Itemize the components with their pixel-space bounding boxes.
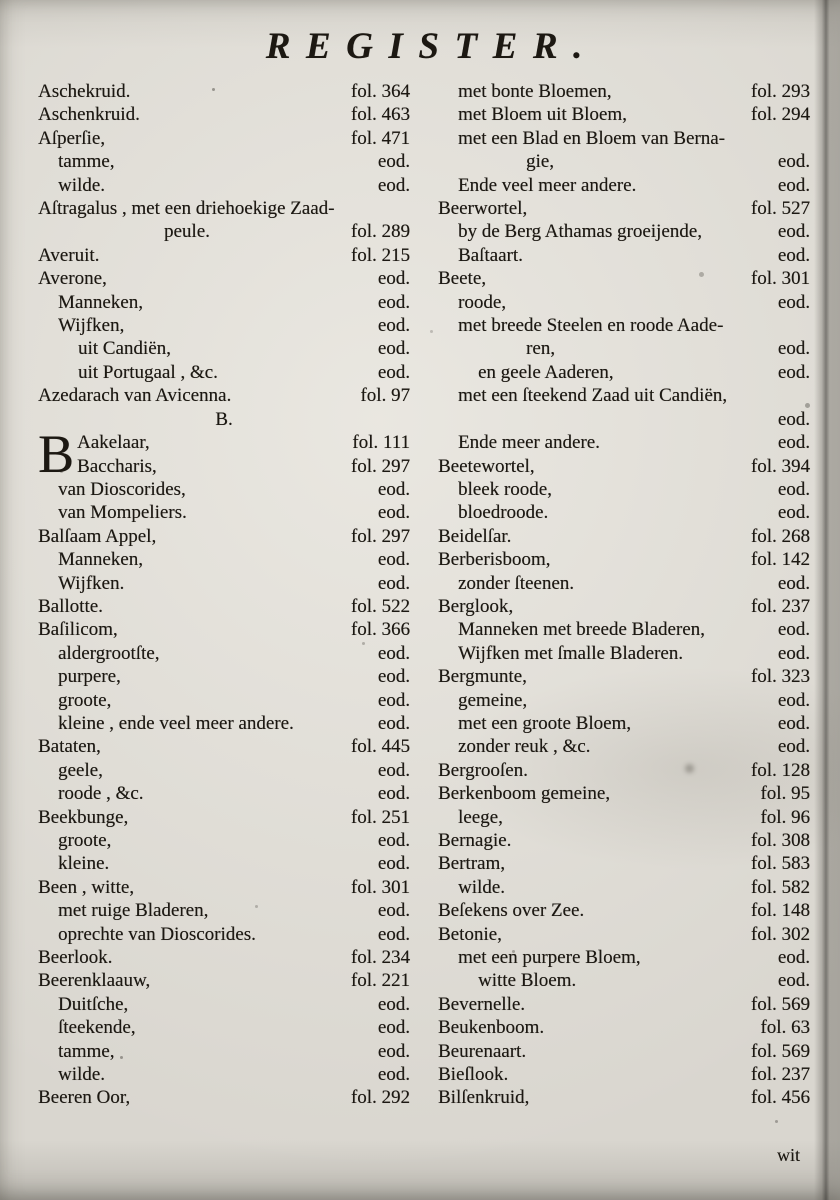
entry-text: Bataten,: [38, 736, 101, 758]
entry-text: Beeren Oor,: [38, 1087, 131, 1109]
index-entry: [38, 572, 410, 595]
entry-text: Balſaam Appel,: [38, 525, 157, 547]
entry-text: Beerwortel,: [438, 198, 528, 220]
index-entry: [438, 806, 810, 829]
entry-folio: fol. 237: [750, 595, 810, 617]
entry-folio: fol. 294: [750, 104, 810, 126]
entry-text: gie,: [526, 151, 554, 173]
entry-text: Aschenkruid.: [38, 104, 140, 126]
entry-text: groote,: [58, 830, 112, 851]
index-entry: [38, 759, 410, 782]
entry-text: met een groote Bloem,: [458, 712, 632, 734]
entry-text: Bevernelle.: [438, 993, 526, 1015]
section-letter: B.: [215, 408, 233, 430]
entry-text: Aſtragalus , met een driehoekige Zaad-: [38, 198, 335, 220]
index-entry: [438, 1040, 810, 1063]
entry-folio: eod.: [777, 244, 810, 266]
entry-folio: fol. 527: [750, 198, 810, 220]
index-entry: [438, 1016, 810, 1039]
entry-folio: fol. 215: [350, 244, 410, 266]
index-entry: [38, 197, 410, 220]
entry-text: Bernagie.: [438, 830, 512, 851]
entry-folio: fol. 293: [750, 81, 810, 102]
entry-text: witte Bloem.: [478, 970, 577, 992]
entry-folio: eod.: [377, 900, 410, 922]
entry-text: oprechte van Dioscorides.: [58, 923, 256, 945]
entry-folio: fol. 297: [350, 455, 410, 477]
index-entry: [438, 525, 810, 548]
entry-folio: eod.: [377, 923, 410, 945]
entry-text: tamme,: [58, 1040, 115, 1062]
entry-text: met breede Steelen en roode Aade-: [458, 315, 724, 337]
entry-folio: eod.: [777, 174, 810, 196]
index-entry: [438, 946, 810, 969]
entry-folio: eod.: [777, 478, 810, 500]
entry-folio: fol. 308: [750, 830, 810, 851]
index-entry: [38, 1086, 410, 1109]
entry-folio: fol. 471: [350, 127, 410, 149]
index-entry: [77, 431, 410, 454]
entry-folio: eod.: [377, 1064, 410, 1086]
index-entry: [438, 103, 810, 126]
entry-text: Beidelſar.: [438, 525, 512, 547]
entry-folio: eod.: [377, 572, 410, 594]
index-entry: [38, 525, 410, 548]
index-entry: [438, 876, 810, 899]
entry-folio: fol. 463: [350, 104, 410, 126]
entry-folio: eod.: [377, 830, 410, 851]
entry-folio: eod.: [377, 1040, 410, 1062]
entry-text: Beekbunge,: [38, 806, 129, 828]
entry-folio: fol. 96: [760, 806, 810, 828]
entry-folio: fol. 292: [350, 1087, 410, 1109]
entry-text: Betonie,: [438, 923, 502, 945]
entry-text: leege,: [458, 806, 503, 828]
index-entry: [438, 642, 810, 665]
entry-folio: fol. 289: [350, 221, 410, 243]
entry-text: Ende veel meer andere.: [458, 174, 637, 196]
entry-folio: fol. 111: [352, 432, 410, 454]
index-entry: [38, 782, 410, 805]
index-entry: [38, 665, 410, 688]
entry-text: Beurenaart.: [438, 1040, 527, 1062]
index-entry: [38, 244, 410, 267]
entry-folio: fol. 364: [350, 81, 410, 102]
entry-folio: fol. 97: [360, 385, 410, 407]
entry-folio: fol. 569: [750, 1040, 810, 1062]
entry-text: Been , witte,: [38, 876, 135, 898]
index-entry: [438, 829, 810, 852]
entry-folio: fol. 456: [750, 1087, 810, 1109]
entry-text: purpere,: [58, 666, 121, 688]
entry-text: kleine , ende veel meer andere.: [58, 712, 294, 734]
entry-text: Averuit.: [38, 244, 100, 266]
index-entry: [38, 103, 410, 126]
index-entry: [38, 267, 410, 290]
index-entry: [438, 314, 810, 337]
entry-folio: eod.: [777, 947, 810, 969]
entry-folio: eod.: [777, 970, 810, 992]
index-entry: [438, 923, 810, 946]
index-entry: [38, 1016, 410, 1039]
index-entry: [38, 735, 410, 758]
entry-text: ſteekende,: [58, 1017, 136, 1039]
index-entry: [438, 1063, 810, 1086]
entry-folio: eod.: [377, 549, 410, 571]
entry-text: met Bloem uit Bloem,: [458, 104, 627, 126]
entry-folio: eod.: [377, 361, 410, 383]
entry-folio: fol. 323: [750, 666, 810, 688]
entry-text: met een purpere Bloem,: [458, 947, 641, 969]
index-entry: [438, 291, 810, 314]
entry-text: zonder ſteenen.: [458, 572, 575, 594]
entry-folio: eod.: [377, 291, 410, 313]
index-entry: [438, 852, 810, 875]
index-entry: [438, 735, 810, 758]
entry-folio: eod.: [777, 736, 810, 758]
entry-folio: fol. 128: [750, 759, 810, 781]
entry-text: wilde.: [58, 1064, 105, 1086]
index-entry: [38, 361, 410, 384]
entry-folio: fol. 301: [350, 876, 410, 898]
entry-folio: fol. 297: [350, 525, 410, 547]
index-entry: [38, 642, 410, 665]
index-entry: [38, 337, 410, 360]
index-entry: [38, 150, 410, 173]
index-entry: [38, 712, 410, 735]
index-entry: [38, 899, 410, 922]
index-entry: [38, 876, 410, 899]
entry-folio: eod.: [777, 502, 810, 524]
index-entry: [38, 595, 410, 618]
index-entry: [38, 689, 410, 712]
index-entry: [38, 923, 410, 946]
index-entry: [438, 689, 810, 712]
entry-folio: eod.: [377, 174, 410, 196]
index-entry: [438, 618, 810, 641]
entry-folio: eod.: [777, 338, 810, 360]
entry-folio: eod.: [777, 572, 810, 594]
entry-folio: fol. 142: [750, 549, 810, 571]
entry-text: Berglook,: [438, 595, 514, 617]
index-entry: [38, 478, 410, 501]
entry-folio: eod.: [377, 666, 410, 688]
index-entry: [438, 993, 810, 1016]
index-entry: [438, 969, 810, 992]
index-entry: [438, 899, 810, 922]
entry-folio: eod.: [377, 783, 410, 805]
entry-text: kleine.: [58, 853, 110, 875]
entry-text: zonder reuk , &c.: [458, 736, 591, 758]
index-entry: [38, 969, 410, 992]
index-entry: [38, 1063, 410, 1086]
entry-text: tamme,: [58, 151, 115, 173]
entry-folio: eod.: [777, 642, 810, 664]
entry-folio: eod.: [377, 338, 410, 360]
entry-folio: fol. 394: [750, 455, 810, 477]
index-entry: [38, 384, 410, 407]
index-entry: [38, 220, 410, 243]
index-entry: [438, 244, 810, 267]
dropcap-letter: B: [38, 424, 75, 485]
entry-folio: fol. 95: [760, 783, 810, 805]
entry-text: Beetewortel,: [438, 455, 535, 477]
index-entry: [438, 267, 810, 290]
entry-folio: eod.: [777, 221, 810, 243]
entry-text: Averone,: [38, 268, 107, 290]
entry-folio: eod.: [377, 642, 410, 664]
entry-text: Bieſlook.: [438, 1064, 509, 1086]
entry-text: met ruige Bladeren,: [58, 900, 209, 922]
entry-text: Beukenboom.: [438, 1017, 545, 1039]
entry-folio: eod.: [377, 502, 410, 524]
index-entry: [38, 993, 410, 1016]
index-entry: [438, 220, 810, 243]
index-entry: [38, 806, 410, 829]
entry-text: Baſtaart.: [458, 244, 523, 266]
index-entry: [438, 595, 810, 618]
entry-text: by de Berg Athamas groeijende,: [458, 221, 702, 243]
entry-folio: eod.: [377, 1017, 410, 1039]
entry-folio: fol. 221: [350, 970, 410, 992]
index-entry: [438, 759, 810, 782]
index-entry: [438, 174, 810, 197]
entry-text: Duitſche,: [58, 993, 129, 1015]
entry-folio: fol. 583: [750, 853, 810, 875]
index-entry: [438, 572, 810, 595]
entry-text: Bertram,: [438, 853, 506, 875]
entry-text: van Dioscorides,: [58, 478, 186, 500]
index-column-right: [438, 80, 810, 1110]
entry-text: Beerenklaauw,: [38, 970, 151, 992]
entry-folio: fol. 522: [350, 595, 410, 617]
entry-text: en geele Aaderen,: [478, 361, 614, 383]
entry-folio: eod.: [377, 689, 410, 711]
entry-text: Aſperſie,: [38, 127, 106, 149]
entry-folio: fol. 268: [750, 525, 810, 547]
index-entry: [38, 314, 410, 337]
entry-folio: fol. 445: [350, 736, 410, 758]
index-entry: [438, 478, 810, 501]
entry-folio: eod.: [377, 853, 410, 875]
index-entry: [438, 455, 810, 478]
index-entry: [438, 150, 810, 173]
entry-folio: eod.: [777, 291, 810, 313]
entry-text: aldergrootſte,: [58, 642, 160, 664]
index-entry: [438, 1086, 810, 1109]
entry-text: Manneken,: [58, 549, 143, 571]
entry-folio: eod.: [377, 268, 410, 290]
index-entry: [38, 852, 410, 875]
entry-text: Baccharis,: [77, 455, 157, 477]
entry-text: met bonte Bloemen,: [458, 81, 612, 102]
entry-text: Bergrooſen.: [438, 759, 528, 781]
dropcap-block: [38, 424, 410, 485]
index-entry: [38, 501, 410, 524]
index-entry: [438, 127, 810, 150]
entry-text: roode,: [458, 291, 507, 313]
entry-folio: fol. 302: [750, 923, 810, 945]
index-entry: [438, 361, 810, 384]
entry-folio: fol. 301: [750, 268, 810, 290]
index-entry: [438, 197, 810, 220]
entry-folio: eod.: [777, 619, 810, 641]
entry-text: Aschekruid.: [38, 81, 131, 102]
entry-folio: eod.: [777, 432, 810, 454]
entry-text: met een Blad en Bloem van Berna-: [458, 127, 725, 149]
entry-text: Baſilicom,: [38, 619, 118, 641]
entry-text: Ballotte.: [38, 595, 103, 617]
entry-text: wilde.: [58, 174, 105, 196]
index-entry: [38, 80, 410, 103]
entry-text: Berberisboom,: [438, 549, 551, 571]
entry-text: met een ſteekend Zaad uit Candiën,: [458, 385, 728, 407]
entry-folio: fol. 148: [750, 900, 810, 922]
entry-folio: fol. 237: [750, 1064, 810, 1086]
entry-text: Wijfken.: [58, 572, 125, 594]
entry-folio: eod.: [377, 315, 410, 337]
index-entry: [438, 548, 810, 571]
entry-text: Bergmunte,: [438, 666, 527, 688]
entry-folio: eod.: [377, 712, 410, 734]
index-entry: [38, 618, 410, 641]
entry-text: van Mompeliers.: [58, 502, 187, 524]
index-entry: [38, 291, 410, 314]
entry-text: Berkenboom gemeine,: [438, 783, 611, 805]
index-entry: [438, 431, 810, 454]
entry-text: wilde.: [458, 876, 505, 898]
entry-folio: fol. 234: [350, 947, 410, 969]
index-entry: [438, 384, 810, 407]
entry-folio: fol. 63: [760, 1017, 810, 1039]
dropcap-lines: [77, 431, 410, 478]
entry-folio: eod.: [777, 361, 810, 383]
entry-text: bloedroode.: [458, 502, 549, 524]
entry-text: roode , &c.: [58, 783, 144, 805]
entry-folio: eod.: [777, 689, 810, 711]
entry-text: Beſekens over Zee.: [438, 900, 585, 922]
entry-folio: eod.: [777, 712, 810, 734]
entry-text: Manneken met breede Bladeren,: [458, 619, 705, 641]
entry-folio: fol. 366: [350, 619, 410, 641]
entry-text: groote,: [58, 689, 112, 711]
entry-folio: eod.: [377, 759, 410, 781]
entry-text: bleek roode,: [458, 478, 552, 500]
index-entry: [438, 501, 810, 524]
index-entry: [438, 665, 810, 688]
entry-text: gemeine,: [458, 689, 528, 711]
entry-text: uit Candiën,: [78, 338, 171, 360]
entry-folio: fol. 251: [350, 806, 410, 828]
entry-text: Bilſenkruid,: [438, 1087, 530, 1109]
index-entry: [438, 782, 810, 805]
entry-folio: fol. 569: [750, 993, 810, 1015]
entry-text: geele,: [58, 759, 103, 781]
entry-folio: eod.: [777, 408, 810, 430]
entry-text: Aakelaar,: [77, 432, 150, 454]
entry-folio: eod.: [777, 151, 810, 173]
entry-text: Azedarach van Avicenna.: [38, 385, 232, 407]
index-entry: [438, 408, 810, 431]
index-entry: [38, 127, 410, 150]
index-entry: [77, 455, 410, 478]
index-entry: [438, 712, 810, 735]
entry-folio: eod.: [377, 993, 410, 1015]
entry-folio: eod.: [377, 151, 410, 173]
entry-folio: fol. 582: [750, 876, 810, 898]
entry-text: Beerlook.: [38, 947, 113, 969]
index-entry: [38, 1040, 410, 1063]
entry-text: uit Portugaal , &c.: [78, 361, 218, 383]
index-entry: [38, 829, 410, 852]
entry-text: Wijfken met ſmalle Bladeren.: [458, 642, 684, 664]
entry-text: ren,: [526, 338, 556, 360]
index-entry: [438, 337, 810, 360]
index-entry: [438, 80, 810, 103]
entry-text: Wijfken,: [58, 315, 125, 337]
entry-text: Ende meer andere.: [458, 432, 600, 454]
entry-text: peule.: [164, 221, 210, 243]
index-entry: [38, 946, 410, 969]
index-columns: [38, 80, 810, 1110]
index-entry: [38, 174, 410, 197]
page-title: REGISTER.: [265, 26, 598, 67]
index-entry: [38, 548, 410, 571]
entry-folio: eod.: [377, 478, 410, 500]
index-column-left: [38, 80, 410, 1110]
catchword: wit: [776, 1145, 800, 1165]
entry-text: Beete,: [438, 268, 487, 290]
entry-text: Manneken,: [58, 291, 143, 313]
